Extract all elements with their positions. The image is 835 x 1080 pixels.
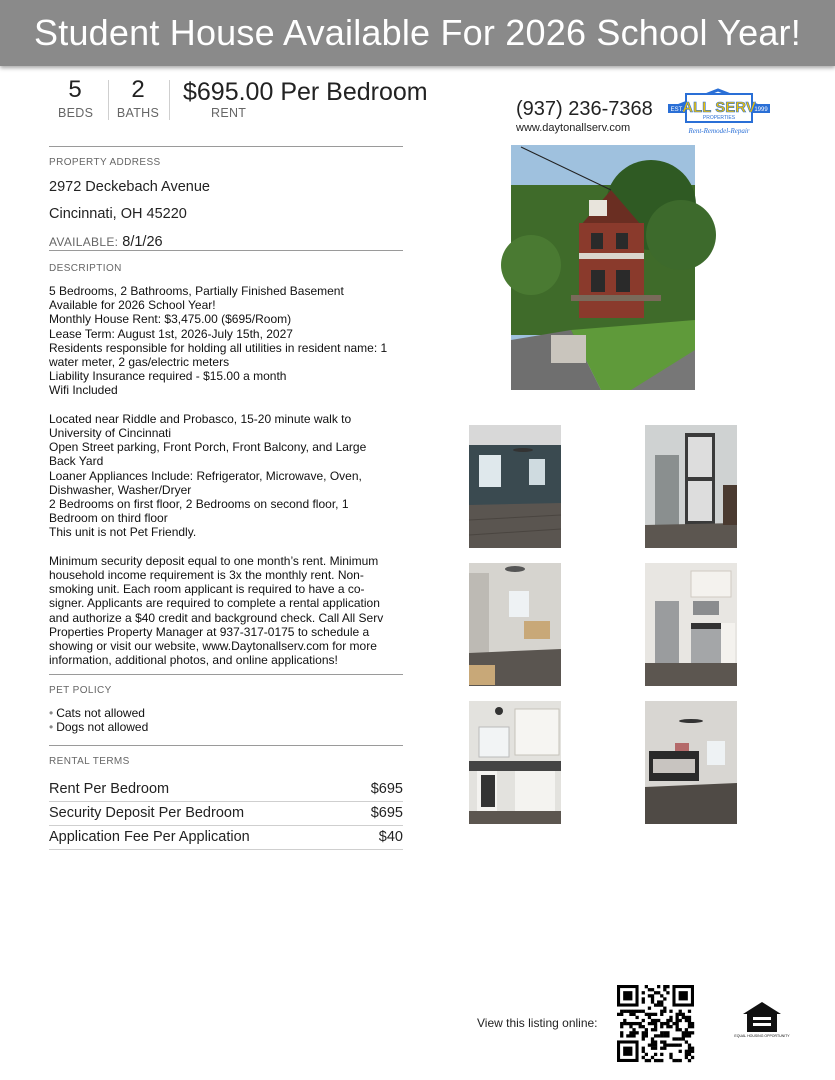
qr-code-icon[interactable] bbox=[617, 985, 694, 1062]
svg-text:PROPERTIES: PROPERTIES bbox=[702, 115, 736, 121]
rental-terms-label: RENTAL TERMS bbox=[49, 756, 130, 767]
interior-photo[interactable] bbox=[469, 701, 561, 824]
street-address: 2972 Deckebach Avenue bbox=[49, 179, 210, 195]
description-text bbox=[49, 284, 403, 682]
interior-photo[interactable] bbox=[645, 425, 737, 548]
page-title: Student House Available For 2026 School Year! bbox=[34, 12, 801, 53]
baths-value: 2 bbox=[131, 76, 145, 103]
section-divider bbox=[49, 146, 403, 147]
svg-text:ALL SERV: ALL SERV bbox=[682, 99, 756, 116]
all-serv-logo bbox=[664, 86, 772, 140]
baths-stat bbox=[116, 76, 160, 120]
available-label: AVAILABLE: bbox=[49, 235, 119, 249]
table-row bbox=[49, 801, 403, 826]
svg-text:EST.: EST. bbox=[670, 107, 684, 113]
description-paragraph: 5 Bedrooms, 2 Bathrooms, Partially Finished Basement Available for 2026 School Year! Monthly House Rent: $3,475.00 ($695/Room) Lease Term: August 1st, 2026-July 15th, 2027 Residents responsible for holding all utilities in resident name: 1 water meter, 2 gas/electric meters Liability Insurance required - $15.00 a month Wifi Included bbox=[49, 284, 388, 398]
view-online-label: View this listing online: bbox=[477, 1016, 598, 1030]
term-value: $695 bbox=[370, 781, 403, 797]
section-divider bbox=[49, 250, 403, 251]
interior-photo[interactable] bbox=[469, 563, 561, 686]
term-value: $40 bbox=[378, 829, 403, 845]
pet-policy-list bbox=[49, 706, 148, 734]
rent-label: RENT bbox=[211, 106, 247, 120]
section-divider bbox=[49, 674, 403, 675]
section-divider bbox=[49, 745, 403, 746]
pet-policy-label: PET POLICY bbox=[49, 685, 112, 696]
svg-text:1999: 1999 bbox=[754, 107, 768, 113]
stat-divider bbox=[169, 80, 170, 120]
company-website[interactable]: www.daytonallserv.com bbox=[516, 122, 631, 134]
company-phone[interactable]: (937) 236-7368 bbox=[516, 98, 653, 120]
city-state-zip: Cincinnati, OH 45220 bbox=[49, 206, 187, 222]
term-label: Application Fee Per Application bbox=[49, 829, 250, 845]
available-date: 8/1/26 bbox=[122, 234, 163, 250]
stat-divider bbox=[108, 80, 109, 120]
interior-photo[interactable] bbox=[469, 425, 561, 548]
term-label: Security Deposit Per Bedroom bbox=[49, 805, 245, 821]
header-banner bbox=[0, 0, 835, 66]
interior-photo[interactable] bbox=[645, 563, 737, 686]
table-row bbox=[49, 825, 403, 850]
svg-text:Rent-Remodel-Repair: Rent-Remodel-Repair bbox=[688, 127, 750, 135]
beds-label: BEDS bbox=[58, 106, 94, 120]
svg-text:EQUAL HOUSING OPPORTUNITY: EQUAL HOUSING OPPORTUNITY bbox=[734, 1034, 790, 1038]
beds-stat bbox=[58, 76, 92, 120]
property-address-label: PROPERTY ADDRESS bbox=[49, 157, 161, 168]
baths-label: BATHS bbox=[116, 106, 160, 120]
description-paragraph: Minimum security deposit equal to one month’s rent. Minimum household income requirement is 3x the monthly rent. Non- smoking unit. Each room applicant is required to have a co- signer. Applicants are required to complete a rental application and authorize a $40 credit and background check. Call All Serv Properties Property Manager at 937-317-0175 to schedule a showing or visit our website, www.Daytonallserv.com for more information, additional photos, and online applications! bbox=[49, 553, 384, 668]
description-label: DESCRIPTION bbox=[49, 263, 122, 274]
list-item: • Cats not allowed bbox=[49, 706, 145, 720]
table-row bbox=[49, 777, 403, 802]
term-label: Rent Per Bedroom bbox=[49, 781, 170, 797]
rent-price: $695.00 Per Bedroom bbox=[183, 78, 428, 106]
interior-photo[interactable] bbox=[645, 701, 737, 824]
list-item: • Dogs not allowed bbox=[49, 720, 149, 735]
house-exterior-photo[interactable] bbox=[511, 145, 695, 390]
equal-housing-icon bbox=[734, 1000, 790, 1042]
term-value: $695 bbox=[370, 805, 403, 821]
availability bbox=[49, 234, 163, 250]
beds-value: 5 bbox=[68, 76, 82, 103]
description-paragraph: Located near Riddle and Probasco, 15-20 minute walk to University of Cincinnati Open Street parking, Front Porch, Front Balcony, and Large Back Yard Loaner Appliances Include: Refrigerator, Microwave, Oven, Dishwasher, Washer/Dryer 2 Bedrooms on first floor, 2 Bedrooms on second floor, 1 Bedroom on third floor This unit is not Pet Friendly. bbox=[49, 411, 367, 540]
